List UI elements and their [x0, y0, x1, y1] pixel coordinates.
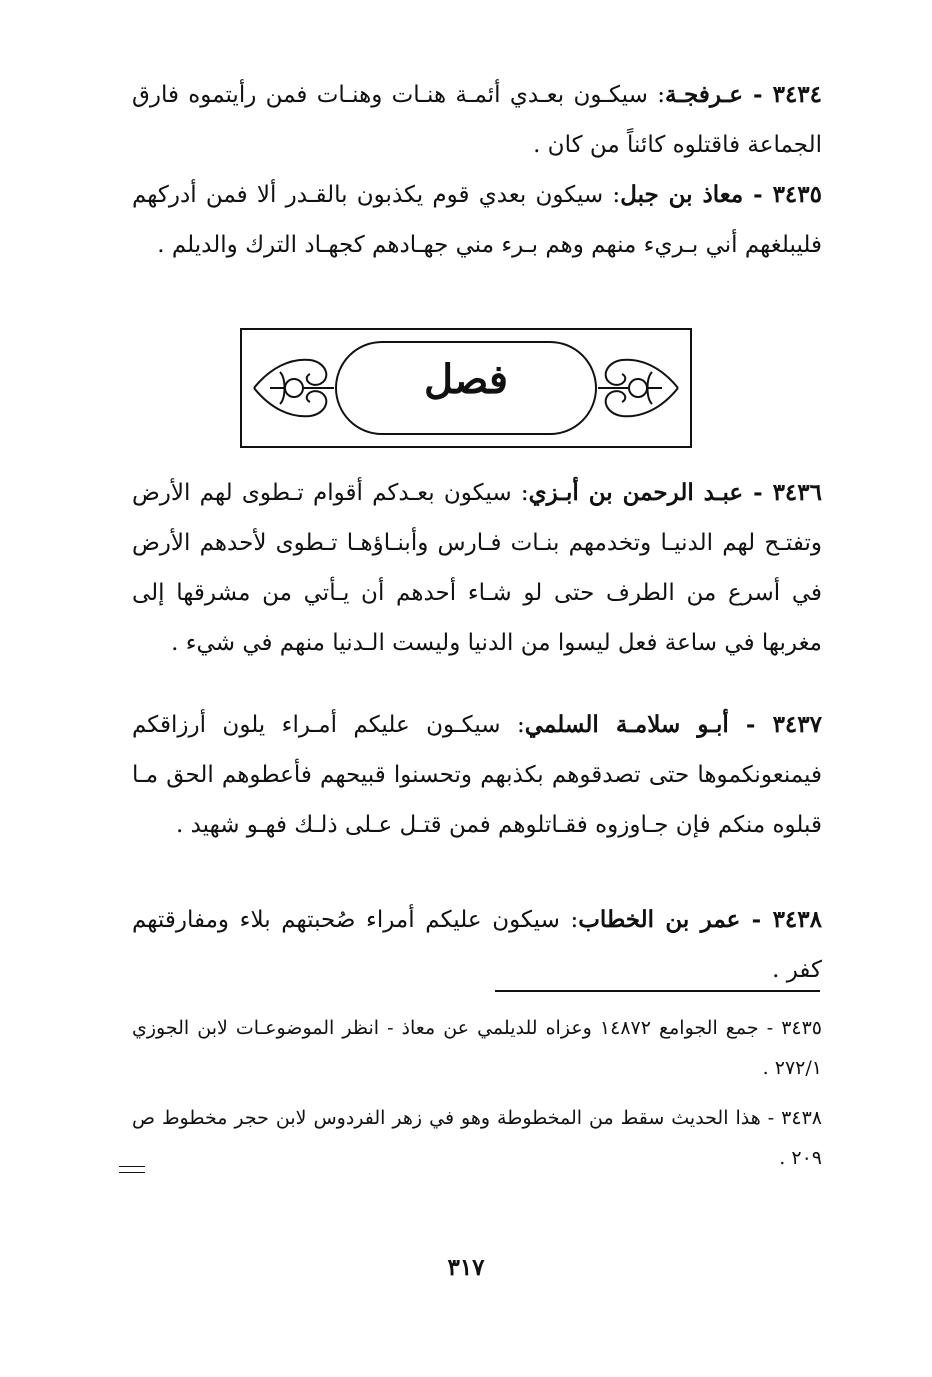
- narrator-name: عـرفجـة: [664, 81, 744, 108]
- narrator-name: عمر بن الخطاب: [578, 906, 741, 933]
- entry-number: ٣٤٣٨: [772, 906, 822, 933]
- entry-text: : سيكون بعدي قوم يكذبون بالقـدر ألا فمن أدركهم فليبلغهم أني بـريء منهم وهم بـرء مني جهـادهم كجهـاد الترك والديلم .: [132, 182, 822, 258]
- page-number: ٣١٧: [447, 1254, 485, 1281]
- entry-number: ٣٤٣٦: [772, 479, 822, 506]
- entry-text: : سيكـون بعـدي أئمـة هنـات وهنـات فمن رأيتموه فارق الجماعة فاقتلوه كائناً من كان .: [132, 82, 822, 158]
- footnote: ٣٤٣٨ - هذا الحديث سقط من المخطوطة وهو في زهر الفردوس لابن حجر مخطوط ص ٢٠٩ .: [132, 1107, 822, 1169]
- hadith-entry: [132, 895, 822, 995]
- entry-text: : سيكون عليكم أمراء صُحبتهم بلاء ومفارقتهم كفر .: [132, 907, 822, 983]
- entry-dash: -: [728, 711, 773, 738]
- section-title: فصل: [423, 356, 509, 403]
- footnote: ٣٤٣٥ - جمع الجوامع ١٤٨٧٢ وعزاه للديلمي عن معاذ - انظر الموضوعـات لابن الجوزي ٢٧٢/١ .: [132, 1017, 823, 1079]
- entry-dash: -: [743, 479, 773, 506]
- entry-number: ٣٤٣٤: [772, 81, 823, 108]
- narrator-name: معاذ بن جبل: [620, 181, 744, 208]
- entry-number: ٣٤٣٥: [772, 181, 822, 208]
- hadith-entry: [132, 70, 822, 170]
- footnote-separator: [495, 990, 820, 992]
- narrator-name: أبـو سلامـة السلمي: [524, 711, 729, 738]
- entry-number: ٣٤٣٧: [772, 711, 822, 738]
- hadith-entry: [132, 700, 822, 850]
- hadith-entry: [132, 468, 822, 668]
- entry-text: : سيكون بعـدكم أقوام تـطوى لهم الأرض وتفتـح لهم الدنيـا وتخدمهم بنـات فـارس وأبنـاؤهـا تـطوى لأحدهم الأرض في أسرع من الطرف حتى لو شـاء أحدهم أن يـأتي من مشرقها إلى مغربها في ساعة فعل ليسوا من الدنيا وليست الـدنيا منهم في شيء .: [132, 480, 822, 656]
- section-ornament: [240, 328, 692, 448]
- entry-dash: -: [743, 81, 773, 108]
- entry-dash: -: [743, 181, 773, 208]
- narrator-name: عبـد الرحمن بن أبـزي: [528, 479, 744, 506]
- hadith-entry: [132, 170, 822, 270]
- entry-dash: -: [740, 906, 773, 933]
- end-mark-line: [119, 1172, 145, 1173]
- end-mark-line: [119, 1166, 145, 1167]
- entry-text: : سيكـون عليكم أمـراء يلون أرزاقكم فيمنعونكموها حتى تصدقوهم بكذبهم وتحسنوا قبيحهم فأعطوهم الحق مـا قبلوه منكم فإن جـاوزوه فقـاتلوهم فمن قتـل عـلى ذلـك فهـو شهيد .: [132, 712, 822, 838]
